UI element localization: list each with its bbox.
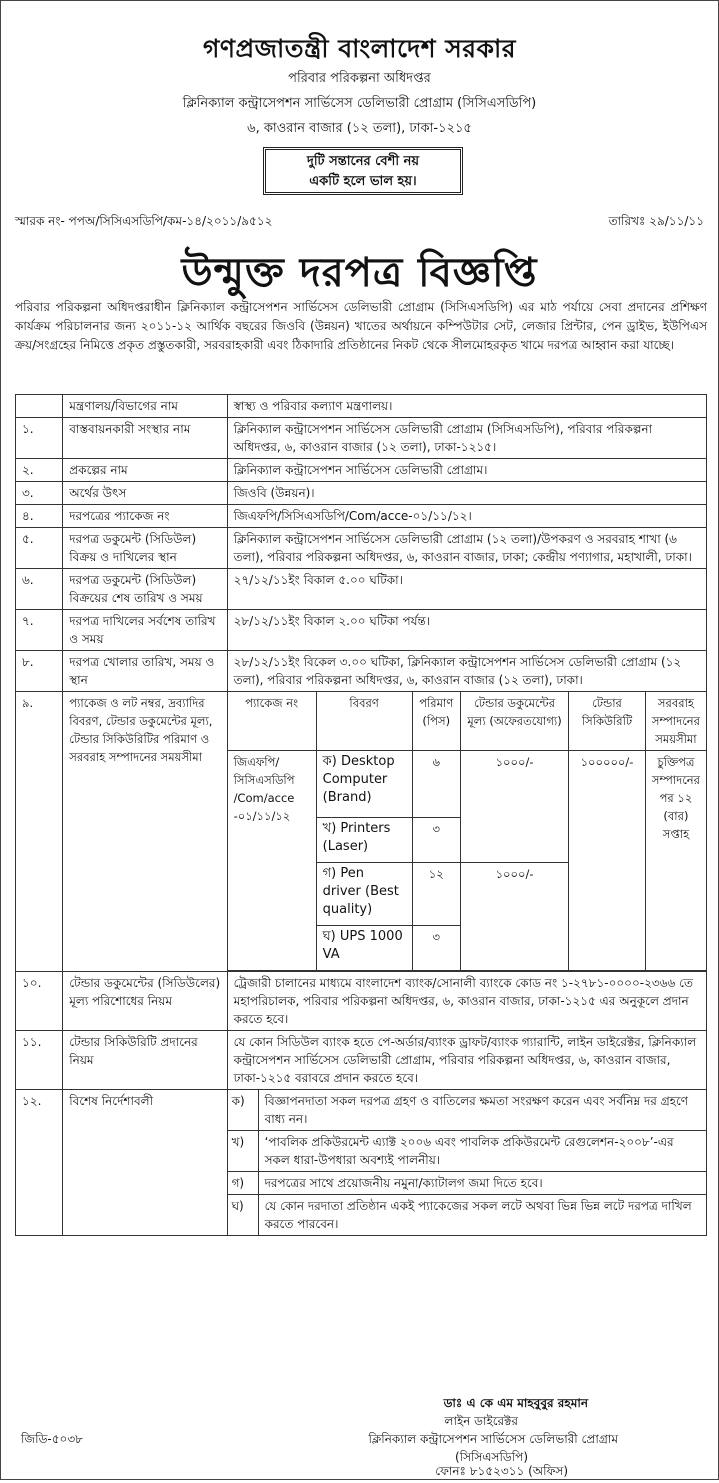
- row-number: ৫.: [16, 528, 63, 569]
- row-label: দরপত্র খোলার তারিখ, সময় ও স্থান: [63, 651, 227, 692]
- signatory-org-abbr: (সিসিএসডিপি): [455, 1450, 528, 1464]
- row-number: ৩.: [16, 482, 63, 505]
- item-description: ঘ) UPS 1000 VA: [316, 926, 412, 971]
- item-text: যে কোন দরদাতা প্রতিষ্ঠান একই প্যাকেজের সকল লটে অথবা ভিন্ন ভিন্ন লটে দরপত্র দাখিল করতে পারবেন।: [264, 1199, 692, 1231]
- item-key: ঘ): [228, 1195, 259, 1236]
- department-name: পরিবার পরিকল্পনা অধিদপ্তর: [288, 71, 431, 86]
- gd-number: জিডি-৫০৩৮: [21, 1432, 83, 1446]
- table-row: [16, 459, 707, 482]
- table-row: [16, 569, 707, 610]
- slogan-line-2: একটি হলে ভাল হয়।: [309, 174, 417, 189]
- table-row: [16, 1090, 707, 1236]
- table-row: [16, 528, 707, 569]
- row-value: ২৮/১২/১১ইং বিকাল ২.০০ ঘটিকা পর্যন্ত।: [227, 610, 706, 651]
- tender-security: ১০০০০০/-: [569, 751, 646, 971]
- slogan-line-1: দুটি সন্তানের বেশী নয়: [307, 154, 419, 169]
- row-value: ক্লিনিক্যাল কন্ট্রাসেপশন সার্ভিসেস ডেলিভারী প্রোগ্রাম (১২ তলা)/উপকরণ ও সরবরাহ শাখা (৬ তলা), পরিবার পরিকল্পনা অধিদপ্তর, ৬, কাওরান বাজার, ঢাকা; কেন্দ্রীয় পণ্যাগার, মহাখালী, ঢাকা।: [227, 528, 706, 569]
- row-value: জিএফপি/সিসিএসডিপি/Com/acce-০১/১১/১২।: [227, 505, 706, 528]
- item-quantity: ৩: [412, 818, 460, 863]
- row-number: ৬.: [16, 569, 63, 610]
- header-security: টেন্ডার সিকিউরিটি: [569, 692, 646, 751]
- table-row: [16, 1031, 707, 1090]
- item-text: বিজ্ঞাপনদাতা সকল দরপত্র গ্রহণ ও বাতিলের ক্ষমতা সংরক্ষণ করেন এবং সর্বনিম্ন দর গ্রহণে বাধ্য নন।: [258, 1090, 706, 1131]
- row-value: ক্লিনিক্যাল কন্ট্রাসেপশন সার্ভিসেস ডেলিভারী প্রোগ্রাম।: [227, 459, 706, 482]
- list-item: [228, 1131, 706, 1172]
- item-text: ‘পাবলিক প্রকিউরমেন্ট এ্যাক্ট ২০০৬ এবং পাবলিক প্রকিউরমেন্ট রেগুলেশন-২০০৮’-এর সকল ধারা-উপধারা অবশ্যই পালনীয়।: [258, 1131, 706, 1172]
- list-item: [228, 1172, 706, 1195]
- table-row: [16, 482, 707, 505]
- signatory-org: ক্লিনিক্যাল কন্ট্রাসেপশন সার্ভিসেস ডেলিভারী প্রোগ্রাম: [368, 1432, 618, 1446]
- item-key: খ): [228, 1131, 259, 1172]
- list-item: [228, 1090, 706, 1131]
- header-quantity: পরিমাণ (পিস): [412, 692, 460, 751]
- row-value: ২৭/১২/১১ইং বিকাল ৫.০০ ঘটিকা।: [227, 569, 706, 610]
- item-text: দরপত্রের সাথে প্রয়োজনীয় নমুনা/ক্যাটালগ জমা দিতে হবে।: [258, 1172, 706, 1195]
- row-label: প্যাকেজ ও লট নম্বর, দ্রব্যাদির বিবরণ, টেন্ডার ডকুমেন্টের মূল্য, টেন্ডার সিকিউরিটির পরিমাণ ও সরবরাহ সম্পাদনের সময়সীমা: [63, 692, 227, 972]
- table-row: [16, 972, 707, 1031]
- slogan-box: [263, 147, 463, 195]
- item-quantity: ৬: [412, 751, 460, 818]
- table-row: [16, 418, 707, 459]
- row-number: ১০.: [16, 972, 63, 1031]
- row-number: ১২.: [16, 1090, 63, 1236]
- header-package-no: প্যাকেজ নং: [227, 692, 316, 751]
- memo-number: স্মারক নং- পপঅ/সিসিএসডিপি/কম-১৪/২০১১/৯৫১২: [15, 214, 273, 228]
- row-number: ২.: [16, 459, 63, 482]
- table-row: [16, 692, 707, 751]
- item-description: খ) Printers (Laser): [316, 818, 412, 863]
- row-value: ট্রেজারী চালানের মাধ্যমে বাংলাদেশ ব্যাংক/সোনালী ব্যাংকে কোড নং ১-২৭৮১-০০০০-২৩৬৬ তে মহাপরিচালক, পরিবার পরিকল্পনা অধিদপ্তর, ৬, কাওরান বাজার, ঢাকা-১২১৫ এর অনুকূলে প্রদান করতে হবে।: [227, 972, 706, 1031]
- program-name: ক্লিনিক্যাল কন্ট্রাসেপশন সার্ভিসেস ডেলিভারী প্রোগ্রাম (সিসিএসডিপি): [182, 96, 537, 111]
- row-number: ৪.: [16, 505, 63, 528]
- row-label: টেন্ডার সিকিউরিটি প্রদানের নিয়ম: [63, 1031, 227, 1090]
- header-delivery-time: সরবরাহ সম্পাদনের সময়সীমা: [645, 692, 706, 751]
- document-price: ১০০০/-: [461, 751, 569, 863]
- row-number: ১১.: [16, 1031, 63, 1090]
- row-label: বিশেষ নির্দেশাবলী: [63, 1090, 227, 1236]
- item-key: ক): [228, 1090, 259, 1131]
- table-row: [16, 610, 707, 651]
- table-row: [16, 505, 707, 528]
- document-price: ১০০০/-: [461, 863, 569, 971]
- item-key: গ): [228, 1172, 259, 1195]
- row-value: যে কোন সিডিউল ব্যাংক হতে পে-অর্ডার/ব্যাংক ড্রাফট/ব্যাংক গ্যারান্টি, লাইন ডাইরেক্টর, ক্লিনিক্যাল কন্ট্রাসেপশন সার্ভিসেস ডেলিভারী প্রোগ্রাম, পরিবার পরিকল্পনা অধিদপ্তর, ৬, কাওরান বাজার, ঢাকা-১২১৫ বরাবরে প্রদান করতে হবে।: [227, 1031, 706, 1090]
- item-quantity: ১২: [412, 863, 460, 926]
- signatory-name: ডাঃ এ কে এম মাহবুবুর রহমান: [443, 1396, 588, 1410]
- list-item: [228, 1195, 706, 1236]
- row-number: [16, 395, 63, 418]
- row-number: ৯.: [16, 692, 63, 972]
- table-row: [16, 651, 707, 692]
- signatory-title: লাইন ডাইরেক্টর: [444, 1414, 518, 1428]
- package-number: জিএফপি/ সিসিএসডিপি /Com/acce -০১/১১/১২: [227, 751, 316, 971]
- row-label: অর্থের উৎস: [63, 482, 227, 505]
- tender-table: [15, 394, 707, 1236]
- row-label: দরপত্রের প্যাকেজ নং: [63, 505, 227, 528]
- intro-paragraph: পরিবার পরিকল্পনা অধিদপ্তরাধীন ক্লিনিক্যাল কন্ট্রাসেপশন সার্ভিসেস ডেলিভারী প্রোগ্রাম (সিসিএসডিপি) এর মাঠ পর্যায়ে সেবা প্রদানের প্রশিক্ষণ কার্যক্রম পরিচালনার জন্য ২০১১-১২ আর্থিক বছরের জিওবি (উন্নয়ন) খাতের অর্থায়নে কম্পিউটার সেট, লেজার প্রিন্টার, পেন ড্রাইভ, ইউপিএস ক্রয়/সংগ্রহের নিমিত্তে প্রকৃত প্রস্তুতকারী, সরবরাহকারী এবং ঠিকাদারি প্রতিষ্ঠানের নিকট থেকে সীলমোহরকৃত খামে দরপত্র আহ্বান করা যাচ্ছে।: [15, 300, 707, 352]
- row-label: মন্ত্রণালয়/বিভাগের নাম: [63, 395, 227, 418]
- table-row: [16, 395, 707, 418]
- row-label: দরপত্র ডকুমেন্ট (সিডিউল) বিক্রয়ের শেষ তারিখ ও সময়: [63, 569, 227, 610]
- government-title: গণপ্রজাতন্ত্রী বাংলাদেশ সরকার: [203, 34, 516, 63]
- row-value: জিওবি (উন্নয়ন)।: [227, 482, 706, 505]
- row-label: বাস্তবায়নকারী সংস্থার নাম: [63, 418, 227, 459]
- item-description: ক) Desktop Computer (Brand): [316, 751, 412, 818]
- row-label: টেন্ডার ডকুমেন্টের (সিডিউলের) মূল্য পরিশোধের নিয়ম: [63, 972, 227, 1031]
- delivery-time: চুক্তিপত্র সম্পাদনের পর ১২ (বার) সপ্তাহ: [645, 751, 706, 971]
- row-value: ২৮/১২/১১ইং বিকেল ৩.০০ ঘটিকা, ক্লিনিক্যাল কন্ট্রাসেপশন সার্ভিসেস ডেলিভারী প্রোগ্রাম (১২ তলা), পরিবার পরিকল্পনা অধিদপ্তর, ৬, কাওরান বাজার (১২ তলা), ঢাকা।: [227, 651, 706, 692]
- special-instructions: [227, 1090, 706, 1236]
- item-description: গ) Pen driver (Best quality): [316, 863, 412, 926]
- row-number: ১.: [16, 418, 63, 459]
- header-document-price: টেন্ডার ডকুমেন্টের মূল্য (অফেরতযোগ্য): [461, 692, 569, 751]
- row-number: ৮.: [16, 651, 63, 692]
- row-label: প্রকল্পের নাম: [63, 459, 227, 482]
- row-label: দরপত্র ডকুমেন্ট (সিডিউল) বিক্রয় ও দাখিলের স্থান: [63, 528, 227, 569]
- address: ৬, কাওরান বাজার (১২ তলা), ঢাকা-১২১৫: [247, 121, 472, 136]
- notice-title: উন্মুক্ত দরপত্র বিজ্ঞপ্তি: [181, 250, 538, 296]
- row-number: ৭.: [16, 610, 63, 651]
- row-value: ক্লিনিক্যাল কন্ট্রাসেপশন সার্ভিসেস ডেলিভারী প্রোগ্রাম (সিসিএসডিপি), পরিবার পরিকল্পনা অধিদপ্তর, ৬, কাওরান বাজার (১২ তলা), ঢাকা-১২১৫।: [227, 418, 706, 459]
- date: তারিখঃ ২৯/১১/১১: [608, 214, 704, 228]
- item-quantity: ৩: [412, 926, 460, 971]
- signatory-phone: ফোনঃ ৮১৫২৩১১ (অফিস): [435, 1464, 568, 1478]
- header-description: বিবরণ: [316, 692, 412, 751]
- row-value: স্বাস্থ্য ও পরিবার কল্যাণ মন্ত্রণালয়।: [227, 395, 706, 418]
- row-label: দরপত্র দাখিলের সর্বশেষ তারিখ ও সময়: [63, 610, 227, 651]
